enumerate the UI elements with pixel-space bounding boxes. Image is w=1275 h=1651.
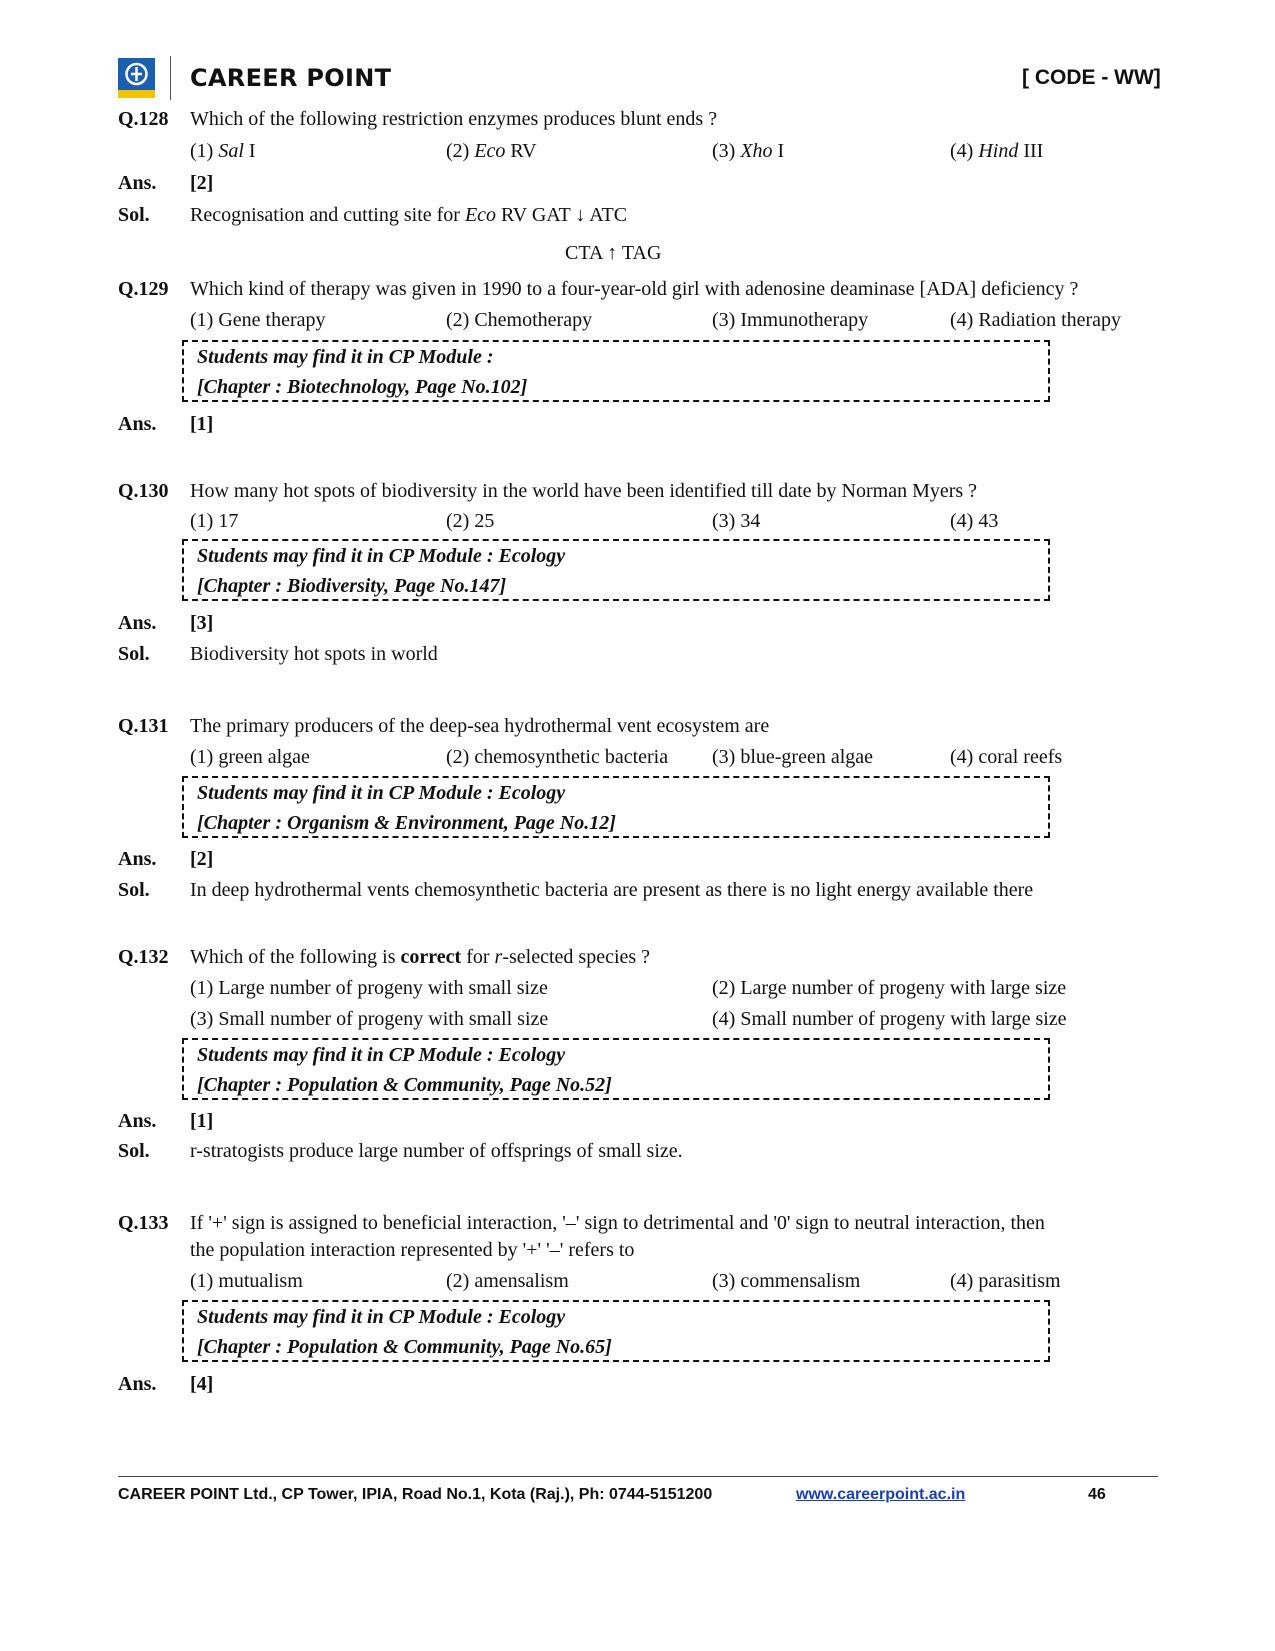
brand-name: CAREER POINT: [190, 64, 392, 92]
solution-label: Sol.: [118, 1140, 150, 1162]
option-2: (2) Chemotherapy: [446, 309, 593, 331]
solution-label: Sol.: [118, 879, 150, 901]
option-3: (3) Immunotherapy: [712, 309, 869, 331]
solution-text: r-stratogists produce large number of offsprings of small size.: [190, 1140, 683, 1162]
option-1: (1) mutualism: [190, 1270, 303, 1292]
website-link[interactable]: www.careerpoint.ac.in: [796, 1486, 966, 1503]
answer-label: Ans.: [118, 1373, 157, 1395]
answer-value: [4]: [190, 1373, 214, 1395]
question-number: Q.131: [118, 715, 169, 737]
option-4: (4) coral reefs: [950, 746, 1063, 768]
option-1: (1) Gene therapy: [190, 309, 326, 331]
chapter-reference: [Chapter : Biotechnology, Page No.102]: [197, 376, 528, 398]
answer-value: [1]: [190, 413, 214, 435]
solution-text: Biodiversity hot spots in world: [190, 643, 438, 665]
question-number: Q.130: [118, 480, 169, 502]
option-1: (1) green algae: [190, 746, 310, 768]
module-reference-box: [182, 776, 1050, 838]
solution-text: Recognisation and cutting site for Eco RV GAT ↓ ATC: [190, 204, 628, 226]
footer-address: CAREER POINT Ltd., CP Tower, IPIA, Road No.1, Kota (Raj.), Ph: 0744-5151200: [118, 1486, 713, 1503]
footer-divider: [118, 1476, 1158, 1477]
answer-label: Ans.: [118, 848, 157, 870]
module-reference: Students may find it in CP Module : Ecology: [197, 1044, 566, 1066]
option-1: (1) 17: [190, 510, 239, 532]
option-3: (3) Small number of progeny with small size: [190, 1008, 549, 1030]
module-reference: Students may find it in CP Module :: [197, 346, 494, 368]
option-2: (2) 25: [446, 510, 495, 532]
answer-label: Ans.: [118, 612, 157, 634]
option-4: (4) 43: [950, 510, 999, 532]
option-3: (3) 34: [712, 510, 761, 532]
module-reference: Students may find it in CP Module : Ecology: [197, 782, 566, 804]
module-reference-box: [182, 1300, 1050, 1362]
question-number: Q.129: [118, 278, 169, 300]
question-number: Q.133: [118, 1212, 169, 1234]
module-reference: Students may find it in CP Module : Ecology: [197, 545, 566, 567]
question-text: The primary producers of the deep-sea hydrothermal vent ecosystem are: [190, 715, 770, 737]
option-1: (1) Sal I: [190, 140, 256, 162]
career-point-logo: [118, 58, 155, 98]
question-number: Q.128: [118, 108, 169, 130]
option-2: (2) chemosynthetic bacteria: [446, 746, 669, 768]
answer-value: [2]: [190, 172, 214, 194]
option-4: (4) Small number of progeny with large size: [712, 1008, 1067, 1030]
solution-text-line2: CTA ↑ TAG: [565, 242, 662, 264]
question-text: Which kind of therapy was given in 1990 to a four-year-old girl with adenosine deaminase [ADA] deficiency ?: [190, 278, 1079, 300]
option-4: (4) parasitism: [950, 1270, 1061, 1292]
option-2: (2) Eco RV: [446, 140, 537, 162]
module-reference-box: [182, 539, 1050, 601]
module-reference-box: [182, 340, 1050, 402]
option-4: (4) Hind III: [950, 140, 1044, 162]
question-text: Which of the following restriction enzymes produces blunt ends ?: [190, 108, 718, 130]
option-2: (2) Large number of progeny with large size: [712, 977, 1067, 999]
solution-label: Sol.: [118, 643, 150, 665]
answer-label: Ans.: [118, 172, 157, 194]
question-text: If '+' sign is assigned to beneficial interaction, '–' sign to detrimental and '0' sign to neutral interaction, then: [190, 1212, 1045, 1234]
option-3: (3) blue-green algae: [712, 746, 874, 768]
question-text-line2: the population interaction represented by '+' '–' refers to: [190, 1239, 635, 1261]
answer-label: Ans.: [118, 1110, 157, 1132]
module-reference: Students may find it in CP Module : Ecology: [197, 1306, 566, 1328]
option-3: (3) Xho I: [712, 140, 785, 162]
chapter-reference: [Chapter : Population & Community, Page No.65]: [197, 1336, 612, 1358]
page-number: 46: [1088, 1486, 1106, 1503]
option-1: (1) Large number of progeny with small size: [190, 977, 548, 999]
solution-text: In deep hydrothermal vents chemosynthetic bacteria are present as there is no light energy available there: [190, 879, 1034, 901]
question-text: Which of the following is correct for r-selected species ?: [190, 946, 651, 968]
option-2: (2) amensalism: [446, 1270, 569, 1292]
answer-label: Ans.: [118, 413, 157, 435]
chapter-reference: [Chapter : Biodiversity, Page No.147]: [197, 575, 507, 597]
chapter-reference: [Chapter : Organism & Environment, Page No.12]: [197, 812, 616, 834]
answer-value: [2]: [190, 848, 214, 870]
header-separator: [170, 56, 171, 100]
chapter-reference: [Chapter : Population & Community, Page No.52]: [197, 1074, 612, 1096]
option-3: (3) commensalism: [712, 1270, 861, 1292]
option-4: (4) Radiation therapy: [950, 309, 1122, 331]
solution-label: Sol.: [118, 204, 150, 226]
paper-code: [ CODE - WW]: [1022, 66, 1161, 89]
answer-value: [3]: [190, 612, 214, 634]
module-reference-box: [182, 1038, 1050, 1100]
question-number: Q.132: [118, 946, 169, 968]
answer-value: [1]: [190, 1110, 214, 1132]
question-text: How many hot spots of biodiversity in the world have been identified till date by Norman Myers ?: [190, 480, 978, 502]
